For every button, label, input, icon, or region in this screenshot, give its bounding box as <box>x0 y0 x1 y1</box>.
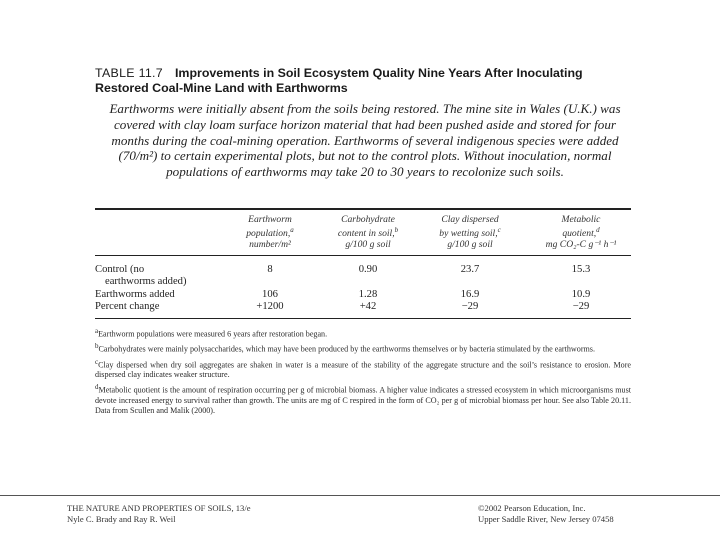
table-footnotes <box>95 326 631 417</box>
footer-book-title: THE NATURE AND PROPERTIES OF SOILS, 13/e <box>67 503 251 513</box>
column-header-unit: number/m² <box>249 239 291 251</box>
footnote-text: Metabolic quotient is the amount of respiration occurring per g of microbial biomass. A higher value indicates a stressed ecosystem in which microorganisms must devote increased energy to survival rather than growth. The units are mg of C respired in the form of CO₂ per g of microbial biomass per hour. See also Table 20.11. Data from Scullen and Malik (2000). <box>95 385 631 415</box>
table-cell: 0.90 <box>358 264 378 275</box>
row-label-text: Control (no <box>95 264 145 275</box>
footer-copyright: ©2002 Pearson Education, Inc. <box>478 503 586 513</box>
row-label-continuation: earthworms added) <box>105 275 187 287</box>
column-header-line: quotient, <box>562 228 597 240</box>
footer-authors: Nyle C. Brady and Ray R. Weil <box>67 514 176 524</box>
table-cell: 10.9 <box>571 289 591 300</box>
row-label-percent-change: Percent change <box>95 301 160 312</box>
table-cell: −29 <box>572 301 590 312</box>
footnote-text: Earthworm populations were measured 6 years after restoration began. <box>98 329 328 339</box>
column-header-line: population, <box>246 228 291 240</box>
table-cell: −29 <box>461 301 479 312</box>
footnote-mark: d <box>95 382 99 391</box>
table-cell: 23.7 <box>460 264 480 275</box>
footnote <box>95 341 631 355</box>
footnote-text: Clay dispersed when dry soil aggregates are shaken in water is a measure of the stability of the aggregate structure and the soil’s resistance to erosion. More dispersed clay indicates weaker structure. <box>95 360 631 380</box>
footnote <box>95 382 631 416</box>
table-cell: 8 <box>267 264 273 275</box>
table-number: TABLE 11.7 <box>95 66 163 80</box>
footer-book-credit <box>67 503 251 525</box>
column-header-line: Metabolic <box>561 214 601 225</box>
footnote-mark: b <box>95 342 99 351</box>
column-header-unit: g/100 g soil <box>447 239 493 251</box>
column-header-carbohydrate <box>326 214 410 250</box>
footnote-mark: c <box>95 357 99 366</box>
table-title-line1: Improvements in Soil Ecosystem Quality Nine Years After Inoculating <box>174 66 583 80</box>
footnote-mark: a <box>290 226 294 234</box>
footnote-mark: c <box>497 226 501 234</box>
footnote-mark: d <box>596 226 600 234</box>
row-label-earthworms-added: Earthworms added <box>95 289 175 300</box>
footnote-mark: a <box>95 327 99 335</box>
table-title-line2: Restored Coal-Mine Land with Earthworms <box>95 81 348 95</box>
table-cell: 16.9 <box>460 289 480 300</box>
footnote <box>95 357 631 381</box>
column-header-line: Carbohydrate <box>341 214 395 225</box>
table-cell: 15.3 <box>571 264 591 275</box>
table-bottom-rule <box>95 318 631 319</box>
footer-address: Upper Saddle River, New Jersey 07458 <box>478 514 614 524</box>
column-header-earthworm-population <box>232 214 308 250</box>
footer-publisher <box>478 503 614 525</box>
column-header-line: by wetting soil, <box>439 228 498 240</box>
footer-divider <box>0 495 720 496</box>
table-heading <box>95 66 635 96</box>
column-header-unit: g/100 g soil <box>345 239 391 251</box>
column-header-metabolic-quotient <box>528 214 634 250</box>
row-label-control <box>95 264 235 287</box>
column-header-line: Clay dispersed <box>441 214 499 225</box>
table-cell: +42 <box>359 301 377 312</box>
table-cell: +1200 <box>256 301 284 312</box>
column-header-clay-dispersed <box>428 214 512 250</box>
footnote-text: Carbohydrates were mainly polysaccharides, which may have been produced by the earthworms themselves or by bacteria stimulated by the earthworms. <box>98 344 595 354</box>
footnote <box>95 326 631 340</box>
column-header-line: content in soil, <box>337 228 395 240</box>
table-cell: 106 <box>262 289 278 300</box>
table-cell: 1.28 <box>358 289 378 300</box>
table-top-rule <box>95 208 631 210</box>
table-intro: Earthworms were initially absent from the soils being restored. The mine site in Wales (U.K.) was covered with clay loam surface horizon material that had been pushed aside and stored for four months during the coal-mining operation. Earthworms of several indigenous species were added (70/m²) to certain experimental plots, but not to the control plots. Without inoculation, normal populations of earthworms may take 20 to 30 years to recolonize such soils. <box>109 101 621 180</box>
footnote-mark: b <box>394 226 399 234</box>
table-header-rule <box>95 255 631 256</box>
column-header-unit: mg CO₂-C g⁻¹ h⁻¹ <box>545 239 617 251</box>
column-header-line: Earthworm <box>248 214 292 225</box>
